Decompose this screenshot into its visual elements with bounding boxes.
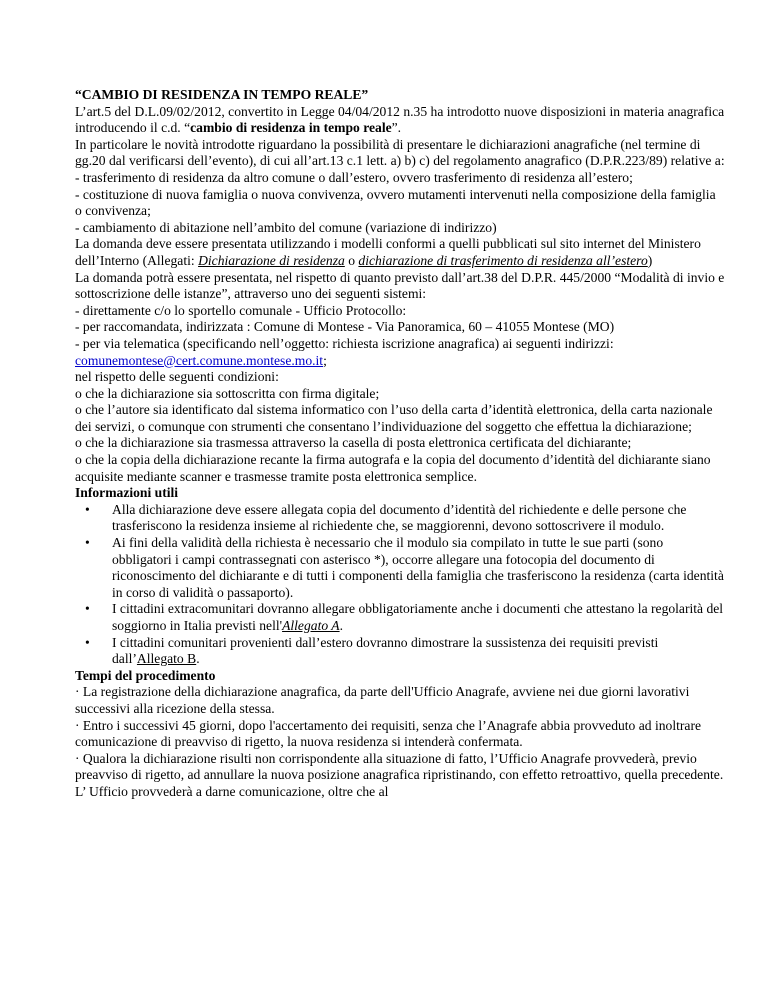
- intro-paragraph: L’art.5 del D.L.09/02/2012, convertito in Legge 04/04/2012 n.35 ha introdotto nuove disposizioni in materia anagrafica introducendo il c.d. “cambio di residenza in tempo reale”.: [75, 103, 725, 136]
- tempi-item: · La registrazione della dichiarazione anagrafica, da parte dell'Ufficio Anagrafe, avviene nei due giorni lavorativi successivi alla ricezione della stessa.: [75, 684, 690, 716]
- novelty-item: - cambiamento di abitazione nell’ambito del comune (variazione di indirizzo): [75, 219, 497, 235]
- bullet-icon: •: [85, 601, 90, 617]
- link-trasferimento-estero[interactable]: dichiarazione di trasferimento di residenza all’estero: [358, 252, 648, 268]
- info-bullet-item: • Alla dichiarazione deve essere allegata copia del documento d’identità del richiedente e delle persone che trasferiscono la residenza insieme al richiedente che, se maggiorenni, devono sottoscrivere il modulo.: [85, 501, 687, 534]
- condition-item: o che la dichiarazione sia sottoscritta con firma digitale;: [75, 385, 380, 401]
- info-bullet-item: • I cittadini comunitari provenienti dall’estero dovranno dimostrare la sussistenza dei requisiti previsti dall’Allegato B.: [85, 634, 659, 667]
- info-bullet-item: • I cittadini extracomunitari dovranno allegare obbligatoriamente anche i documenti che attestano la regolarità del soggiorno in Italia previsti nell'Allegato A.: [85, 601, 724, 633]
- novelty-paragraph: In particolare le novità introdotte riguardano la possibilità di presentare le dichiarazioni anagrafiche (nel termine di gg.20 dal verificarsi dell’evento), di cui all’art.13 c.1 lett. a) b) c) del regolamento anagrafico (D.P.R.223/89) relative a:: [75, 136, 725, 169]
- info-bullet-item: • Ai fini della validità della richiesta è necessario che il modulo sia compilato in tutte le sue parti (sono obbligatori i campi contrassegnati con asterisco *), occorre allegare una fotocopia del documento di riconoscimento del dichiarante e di tutti i componenti della famiglia che trasferiscono la residenza (carta identità in corso di validità o passaporto).: [85, 535, 724, 600]
- pec-email-link[interactable]: comunemontese@cert.comune.montese.mo.it: [75, 352, 324, 368]
- submission-paragraph: La domanda potrà essere presentata, nel rispetto di quanto previsto dall’art.38 del D.P.R. 445/2000 “Modalità di invio e sottoscrizione delle istanze”, attraverso uno dei seguenti sistemi:: [75, 269, 725, 302]
- novelty-item: - trasferimento di residenza da altro comune o dall’estero, ovvero trasferimento di residenza all’estero;: [75, 169, 633, 185]
- info-list: [75, 502, 725, 668]
- document-title: “CAMBIO DI RESIDENZA IN TEMPO REALE”: [75, 87, 369, 102]
- tempi-heading: Tempi del procedimento: [75, 667, 216, 683]
- info-heading: Informazioni utili: [75, 485, 179, 501]
- method-item: - direttamente c/o lo sportello comunale - Ufficio Protocollo:: [75, 302, 407, 318]
- models-paragraph: La domanda deve essere presentata utilizzando i modelli conformi a quelli pubblicati sul sito internet del Ministero dell’Interno (Allegati: Dichiarazione di residenza o dichiarazione di trasferimento di residenza all’estero): [75, 236, 701, 268]
- method-item: - per raccomandata, indirizzata : Comune di Montese - Via Panoramica, 60 – 41055 Montese (MO): [75, 319, 615, 335]
- bullet-icon: •: [85, 535, 90, 551]
- link-dichiarazione-residenza[interactable]: Dichiarazione di residenza: [198, 252, 345, 268]
- document-body: [75, 87, 725, 801]
- link-allegato-b[interactable]: Allegato B: [136, 651, 197, 667]
- method-item: - per via telematica (specificando nell’oggetto: richiesta iscrizione anagrafica) ai seguenti indirizzi:: [75, 335, 614, 351]
- bullet-icon: •: [85, 501, 90, 517]
- email-line: comunemontese@cert.comune.montese.mo.it;: [75, 352, 327, 368]
- condition-item: o che la copia della dichiarazione recante la firma autografa e la copia del documento d’identità del dichiarante siano acquisite mediante scanner e trasmesse tramite posta elettronica semplice.: [75, 452, 711, 484]
- conditions-intro: nel rispetto delle seguenti condizioni:: [75, 369, 279, 385]
- bullet-icon: •: [85, 634, 90, 650]
- condition-item: o che l’autore sia identificato dal sistema informatico con l’uso della carta d’identità elettronica, della carta nazionale dei servizi, o comunque con strumenti che consentano l’individuazione del soggetto che effettua la dichiarazione;: [75, 402, 713, 434]
- tempi-item: · Entro i successivi 45 giorni, dopo l'accertamento dei requisiti, senza che l’Anagrafe abbia provveduto ad inoltrare comunicazione di preavviso di rigetto, la nuova residenza si intenderà confermata.: [75, 717, 702, 750]
- novelty-item: - costituzione di nuova famiglia o nuova convivenza, ovvero mutamenti intervenuti nella composizione della famiglia o convivenza;: [75, 186, 716, 219]
- condition-item: o che la dichiarazione sia trasmessa attraverso la casella di posta elettronica certificata del dichiarante;: [75, 435, 632, 451]
- intro-bold-phrase: cambio di residenza in tempo reale: [190, 120, 392, 136]
- tempi-item: · Qualora la dichiarazione risulti non corrispondente alla situazione di fatto, l’Ufficio Anagrafe provvederà, previo preavviso di rigetto, ad annullare la nuova posizione anagrafica ripristinando, con effetto retroattivo, quella precedente. L’ Ufficio provvederà a darne comunicazione, oltre che al: [75, 750, 724, 799]
- link-allegato-a[interactable]: Allegato A: [282, 618, 340, 633]
